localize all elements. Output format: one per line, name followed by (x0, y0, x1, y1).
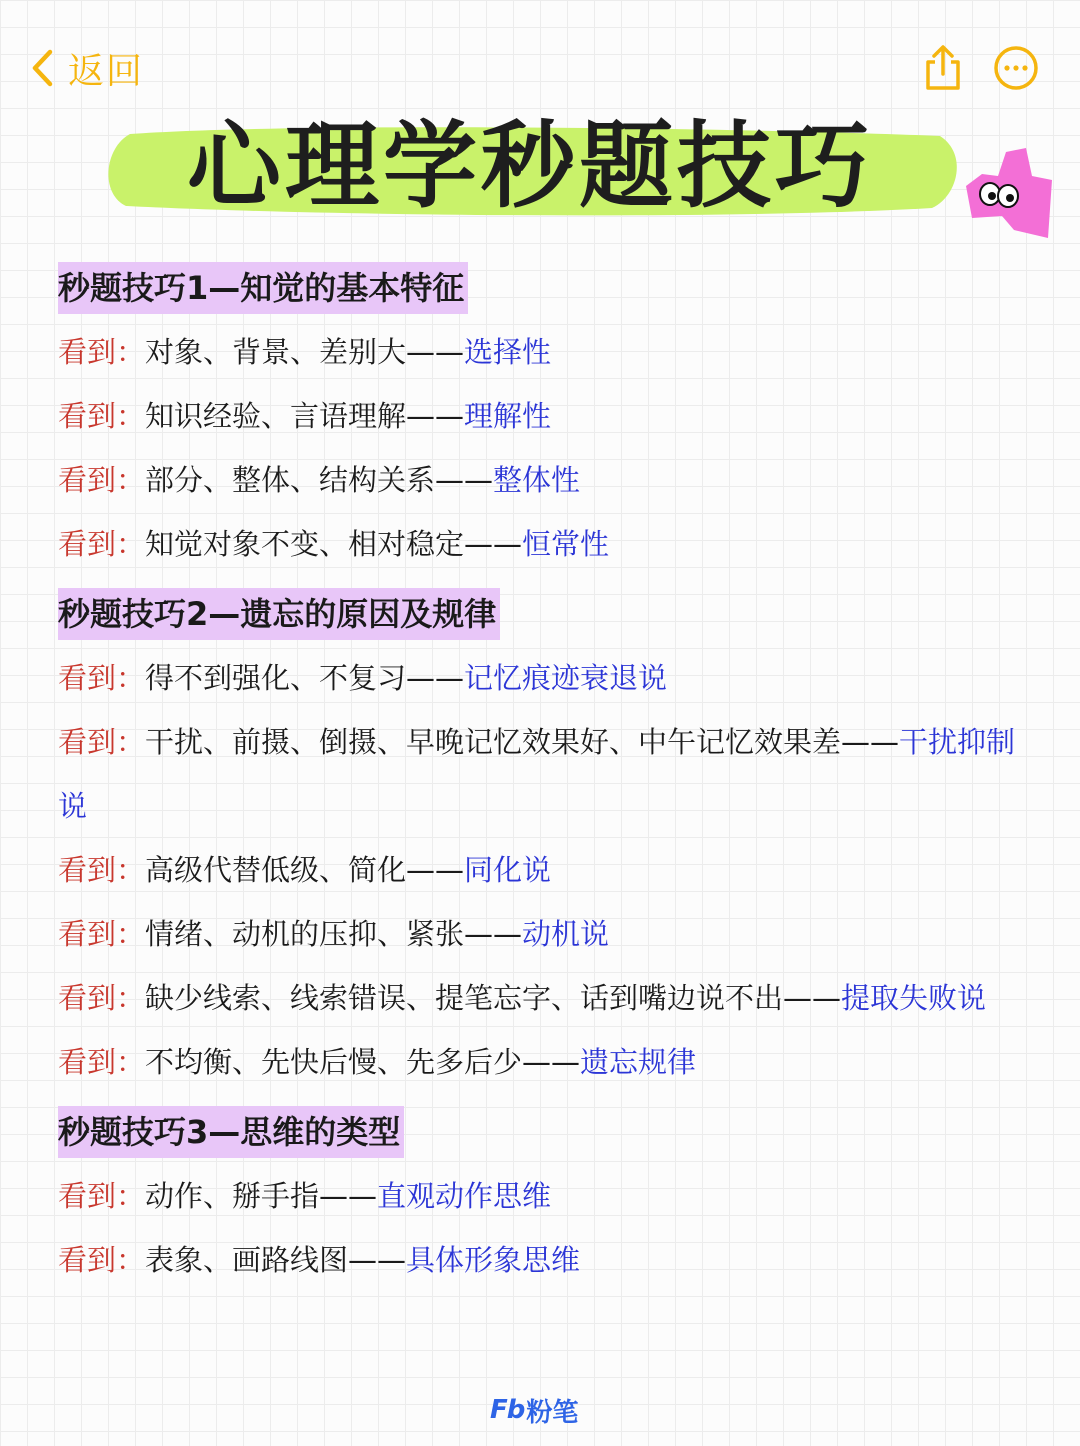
item-answer: 理解性 (464, 399, 552, 433)
item-prefix: 看到： (58, 853, 146, 887)
item-text: 情绪、动机的压抑、紧张—— (145, 917, 523, 951)
item-answer: 提取失败说 (841, 981, 987, 1015)
item-prefix: 看到： (58, 335, 146, 369)
item-prefix: 看到： (58, 527, 146, 561)
item-answer: 恒常性 (522, 527, 610, 561)
item-text: 缺少线索、线索错误、提笔忘字、话到嘴边说不出—— (145, 981, 842, 1015)
back-button[interactable] (28, 42, 144, 94)
list-item (58, 646, 1038, 710)
item-text: 得不到强化、不复习—— (145, 661, 465, 695)
item-text: 知觉对象不变、相对稳定—— (145, 527, 523, 561)
list-item (58, 384, 1038, 448)
share-icon[interactable] (920, 44, 966, 92)
item-text: 对象、背景、差别大—— (145, 335, 465, 369)
section-1 (58, 262, 1038, 576)
item-prefix: 看到： (58, 1179, 146, 1213)
list-item (58, 1164, 1038, 1228)
section-heading: 秒题技巧2—遗忘的原因及规律 (58, 588, 500, 640)
footer-brand (490, 1392, 578, 1428)
title-block (100, 108, 970, 226)
item-prefix: 看到： (58, 1045, 146, 1079)
item-answer: 整体性 (493, 463, 581, 497)
item-prefix: 看到： (58, 1243, 146, 1277)
item-answer: 动机说 (522, 917, 610, 951)
section-heading: 秒题技巧3—思维的类型 (58, 1106, 404, 1158)
chevron-left-icon (28, 47, 58, 89)
item-text: 干扰、前摄、倒摄、早晚记忆效果好、中午记忆效果差—— (145, 725, 900, 759)
item-answer: 遗忘规律 (580, 1045, 697, 1079)
brand-name: 粉笔 (526, 1397, 579, 1428)
list-item (58, 1228, 1038, 1292)
item-answer: 干扰抑制说 (58, 725, 1016, 823)
item-text: 知识经验、言语理解—— (145, 399, 465, 433)
item-prefix: 看到： (58, 981, 146, 1015)
item-answer: 记忆痕迹衰退说 (464, 661, 668, 695)
item-text: 动作、掰手指—— (145, 1179, 378, 1213)
section-heading: 秒题技巧1—知觉的基本特征 (58, 262, 468, 314)
section-2 (58, 588, 1038, 1094)
item-prefix: 看到： (58, 917, 146, 951)
more-icon[interactable] (993, 45, 1039, 91)
list-item (58, 838, 1038, 902)
mascot-sticker (962, 146, 1058, 244)
item-text: 高级代替低级、简化—— (145, 853, 465, 887)
top-bar (0, 0, 1080, 110)
list-item (58, 966, 1038, 1030)
back-label: 返回 (68, 50, 145, 92)
section-3 (58, 1106, 1038, 1292)
item-text: 表象、画路线图—— (145, 1243, 407, 1277)
page-title: 心理学秒题技巧 (186, 112, 873, 221)
list-item (58, 320, 1038, 384)
list-item (58, 710, 1038, 838)
brand-logo: Fb (490, 1395, 525, 1425)
list-item (58, 1030, 1038, 1094)
tips-content (58, 262, 1038, 1304)
list-item (58, 448, 1038, 512)
item-prefix: 看到： (58, 661, 146, 695)
item-text: 部分、整体、结构关系—— (145, 463, 494, 497)
item-prefix: 看到： (58, 725, 146, 759)
item-answer: 选择性 (464, 335, 552, 369)
item-text: 不均衡、先快后慢、先多后少—— (145, 1045, 581, 1079)
item-answer: 同化说 (464, 853, 552, 887)
list-item (58, 512, 1038, 576)
item-answer: 直观动作思维 (377, 1179, 552, 1213)
list-item (58, 902, 1038, 966)
item-prefix: 看到： (58, 399, 146, 433)
item-answer: 具体形象思维 (406, 1243, 581, 1277)
item-prefix: 看到： (58, 463, 146, 497)
